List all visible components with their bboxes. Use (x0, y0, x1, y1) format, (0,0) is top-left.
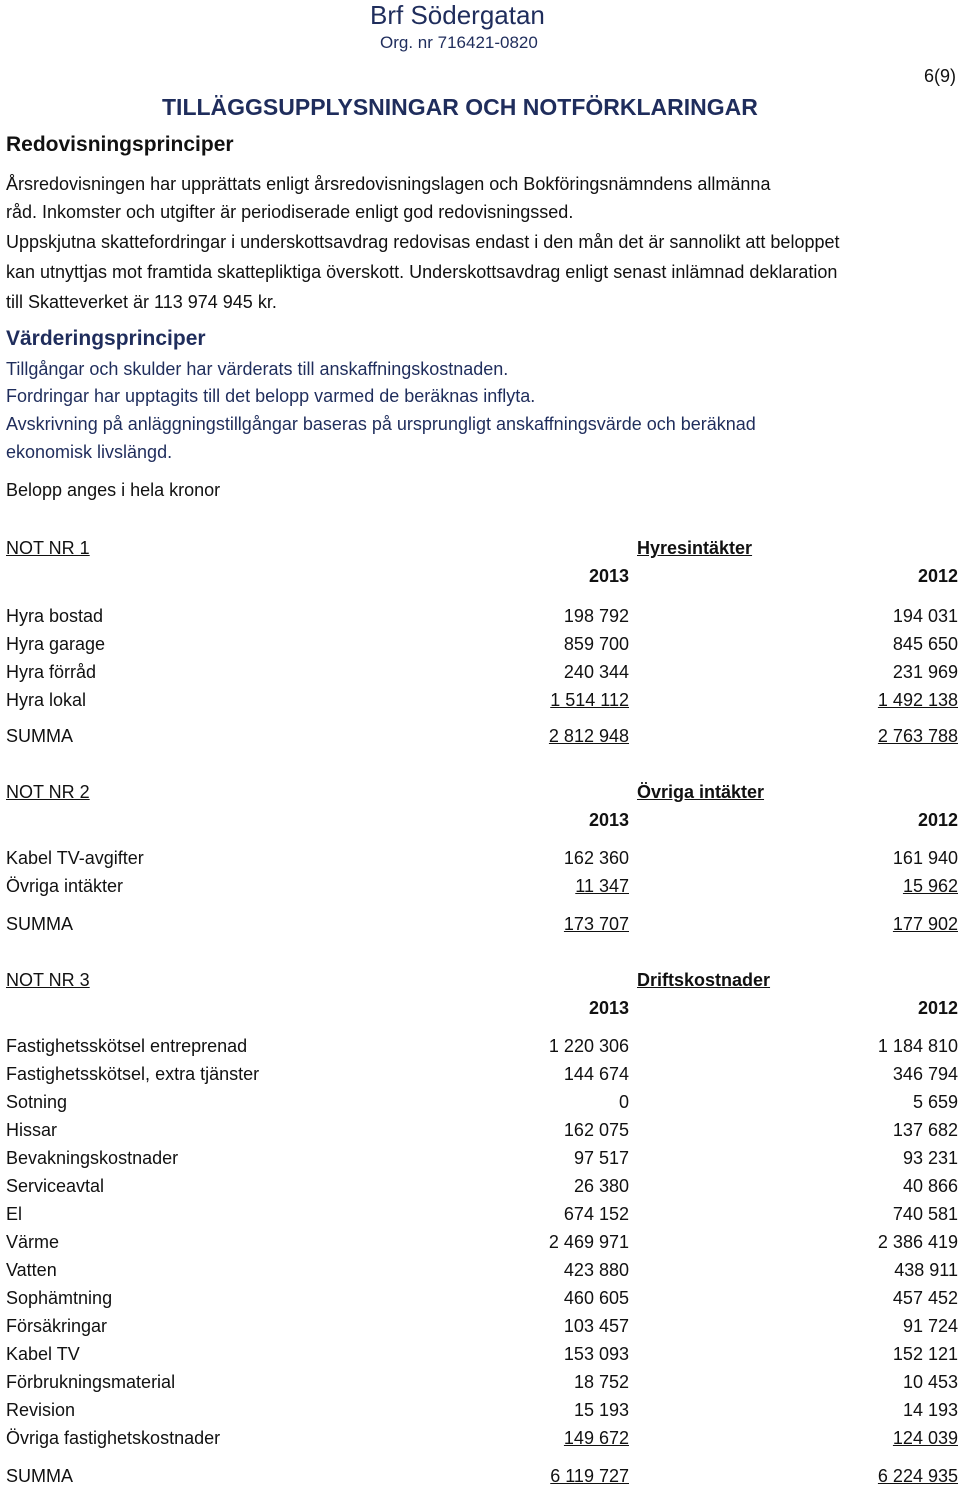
row-value-2013: 144 674 (563, 1064, 629, 1084)
row-value-2012: 91 724 (902, 1316, 958, 1336)
year-current: 2013 (588, 810, 629, 830)
row-value-2013: 2 469 971 (548, 1232, 629, 1252)
table-row (6, 1344, 958, 1368)
row-label: Hyra bostad (6, 606, 104, 626)
row-value-2012: 1 492 138 (877, 690, 958, 710)
table-row (6, 1428, 958, 1452)
row-label: Hissar (6, 1120, 58, 1140)
table-row (6, 1064, 958, 1088)
table-row (6, 1092, 958, 1116)
row-value-2013: 240 344 (563, 662, 629, 682)
row-label: Bevakningskostnader (6, 1148, 179, 1168)
row-value-2012: 1 184 810 (877, 1036, 958, 1056)
note-number: NOT NR 2 (6, 782, 90, 802)
row-value-2013: 103 457 (563, 1316, 629, 1336)
row-label: Vatten (6, 1260, 57, 1280)
row-value-2012: 845 650 (892, 634, 958, 654)
row-label: Hyra garage (6, 634, 106, 654)
vardering-line: Tillgångar och skulder har värderats till anskaffningskostnaden. (6, 359, 509, 379)
table-row (6, 606, 958, 630)
sum-row (6, 726, 958, 750)
table-row (6, 1260, 958, 1284)
note-title: Övriga intäkter (637, 782, 765, 802)
row-label: Övriga fastighetskostnader (6, 1428, 221, 1448)
table-row (6, 690, 958, 714)
vardering-line: Avskrivning på anläggningstillgångar baseras på ursprungligt anskaffningsvärde och beräknad (6, 414, 756, 434)
vardering-line: Fordringar har upptagits till det belopp varmed de beräknas inflyta. (6, 386, 536, 406)
row-value-2012: 93 231 (902, 1148, 958, 1168)
row-value-2012: 457 452 (892, 1288, 958, 1308)
table-row (6, 1400, 958, 1424)
row-label: Hyra lokal (6, 690, 87, 710)
sum-value-2013: 173 707 (563, 914, 629, 934)
table-row (6, 1204, 958, 1228)
row-label: Sophämtning (6, 1288, 113, 1308)
row-value-2013: 15 193 (573, 1400, 629, 1420)
row-value-2012: 438 911 (894, 1260, 958, 1280)
note-title: Hyresintäkter (637, 538, 753, 558)
sum-row (6, 1466, 958, 1490)
row-value-2013: 859 700 (563, 634, 629, 654)
note-title: Driftskostnader (637, 970, 771, 990)
row-value-2013: 97 517 (573, 1148, 629, 1168)
table-row (6, 1036, 958, 1060)
row-value-2012: 152 121 (892, 1344, 958, 1364)
row-value-2012: 10 453 (902, 1372, 958, 1392)
year-previous: 2012 (917, 566, 958, 586)
table-row (6, 1176, 958, 1200)
row-label: Fastighetsskötsel entreprenad (6, 1036, 248, 1056)
row-label: Förbrukningsmaterial (6, 1372, 176, 1392)
page-number: 6(9) (923, 66, 956, 86)
row-value-2013: 153 093 (563, 1344, 629, 1364)
vardering-line: ekonomisk livslängd. (6, 442, 173, 462)
sum-label: SUMMA (6, 1466, 73, 1486)
row-value-2013: 0 (618, 1092, 629, 1112)
table-row (6, 1148, 958, 1172)
row-value-2013: 11 347 (575, 876, 629, 896)
row-value-2013: 1 514 112 (550, 690, 629, 710)
row-label: Fastighetsskötsel, extra tjänster (6, 1064, 260, 1084)
row-value-2013: 162 360 (563, 848, 629, 868)
row-label: Övriga intäkter (6, 876, 124, 896)
row-value-2012: 740 581 (892, 1204, 958, 1224)
sum-value-2012: 2 763 788 (877, 726, 958, 746)
table-row (6, 1232, 958, 1256)
redovisning-line: Årsredovisningen har upprättats enligt årsredovisningslagen och Bokföringsnämndens allmänna (6, 174, 771, 194)
sum-label: SUMMA (6, 726, 73, 746)
belopp-note: Belopp anges i hela kronor (6, 480, 221, 500)
org-number: Org. nr 716421-0820 (380, 33, 538, 52)
redovisning-line: till Skatteverket är 113 974 945 kr. (6, 292, 277, 312)
row-value-2012: 137 682 (892, 1120, 958, 1140)
year-previous: 2012 (917, 998, 958, 1018)
sum-value-2012: 177 902 (892, 914, 958, 934)
row-value-2012: 2 386 419 (877, 1232, 958, 1252)
row-value-2012: 346 794 (892, 1064, 958, 1084)
table-row (6, 848, 958, 872)
note-number: NOT NR 1 (6, 538, 90, 558)
sum-value-2013: 6 119 727 (550, 1466, 629, 1486)
table-row (6, 876, 958, 900)
table-row (6, 662, 958, 686)
page-title: TILLÄGGSUPPLYSNINGAR OCH NOTFÖRKLARINGAR (162, 94, 758, 120)
row-label: Hyra förråd (6, 662, 97, 682)
row-label: Sotning (6, 1092, 68, 1112)
sum-value-2013: 2 812 948 (548, 726, 629, 746)
row-label: El (6, 1204, 23, 1224)
note-number: NOT NR 3 (6, 970, 90, 990)
row-value-2012: 5 659 (912, 1092, 958, 1112)
table-row (6, 1288, 958, 1312)
sum-row (6, 914, 958, 938)
row-value-2012: 40 866 (902, 1176, 958, 1196)
sum-value-2012: 6 224 935 (877, 1466, 958, 1486)
row-value-2012: 15 962 (902, 876, 958, 896)
row-value-2013: 198 792 (563, 606, 629, 626)
org-name: Brf Södergatan (370, 0, 545, 30)
row-label: Värme (6, 1232, 60, 1252)
row-label: Kabel TV (6, 1344, 80, 1364)
row-label: Kabel TV-avgifter (6, 848, 144, 868)
table-row (6, 1372, 958, 1396)
row-value-2013: 26 380 (573, 1176, 629, 1196)
row-label: Försäkringar (6, 1316, 108, 1336)
year-current: 2013 (588, 998, 629, 1018)
row-value-2013: 423 880 (563, 1260, 629, 1280)
row-value-2013: 162 075 (563, 1120, 629, 1140)
row-value-2012: 194 031 (892, 606, 958, 626)
redovisning-heading: Redovisningsprinciper (6, 133, 234, 156)
row-label: Revision (6, 1400, 76, 1420)
redovisning-line: kan utnyttjas mot framtida skattepliktiga överskott. Underskottsavdrag enligt senast inlämnad deklaration (6, 262, 838, 282)
row-value-2013: 18 752 (573, 1372, 629, 1392)
row-value-2013: 460 605 (563, 1288, 629, 1308)
table-row (6, 1316, 958, 1340)
year-previous: 2012 (917, 810, 958, 830)
row-value-2013: 149 672 (563, 1428, 629, 1448)
row-value-2012: 161 940 (892, 848, 958, 868)
redovisning-line: Uppskjutna skattefordringar i underskottsavdrag redovisas endast i den mån det är sannolikt att beloppet (6, 232, 840, 252)
row-value-2013: 1 220 306 (548, 1036, 629, 1056)
row-label: Serviceavtal (6, 1176, 105, 1196)
row-value-2013: 674 152 (563, 1204, 629, 1224)
row-value-2012: 231 969 (892, 662, 958, 682)
vardering-heading: Värderingsprinciper (6, 327, 206, 350)
row-value-2012: 14 193 (902, 1400, 958, 1420)
table-row (6, 634, 958, 658)
sum-label: SUMMA (6, 914, 73, 934)
table-row (6, 1120, 958, 1144)
row-value-2012: 124 039 (892, 1428, 958, 1448)
redovisning-line: råd. Inkomster och utgifter är periodiserade enligt god redovisningssed. (6, 202, 574, 222)
year-current: 2013 (588, 566, 629, 586)
